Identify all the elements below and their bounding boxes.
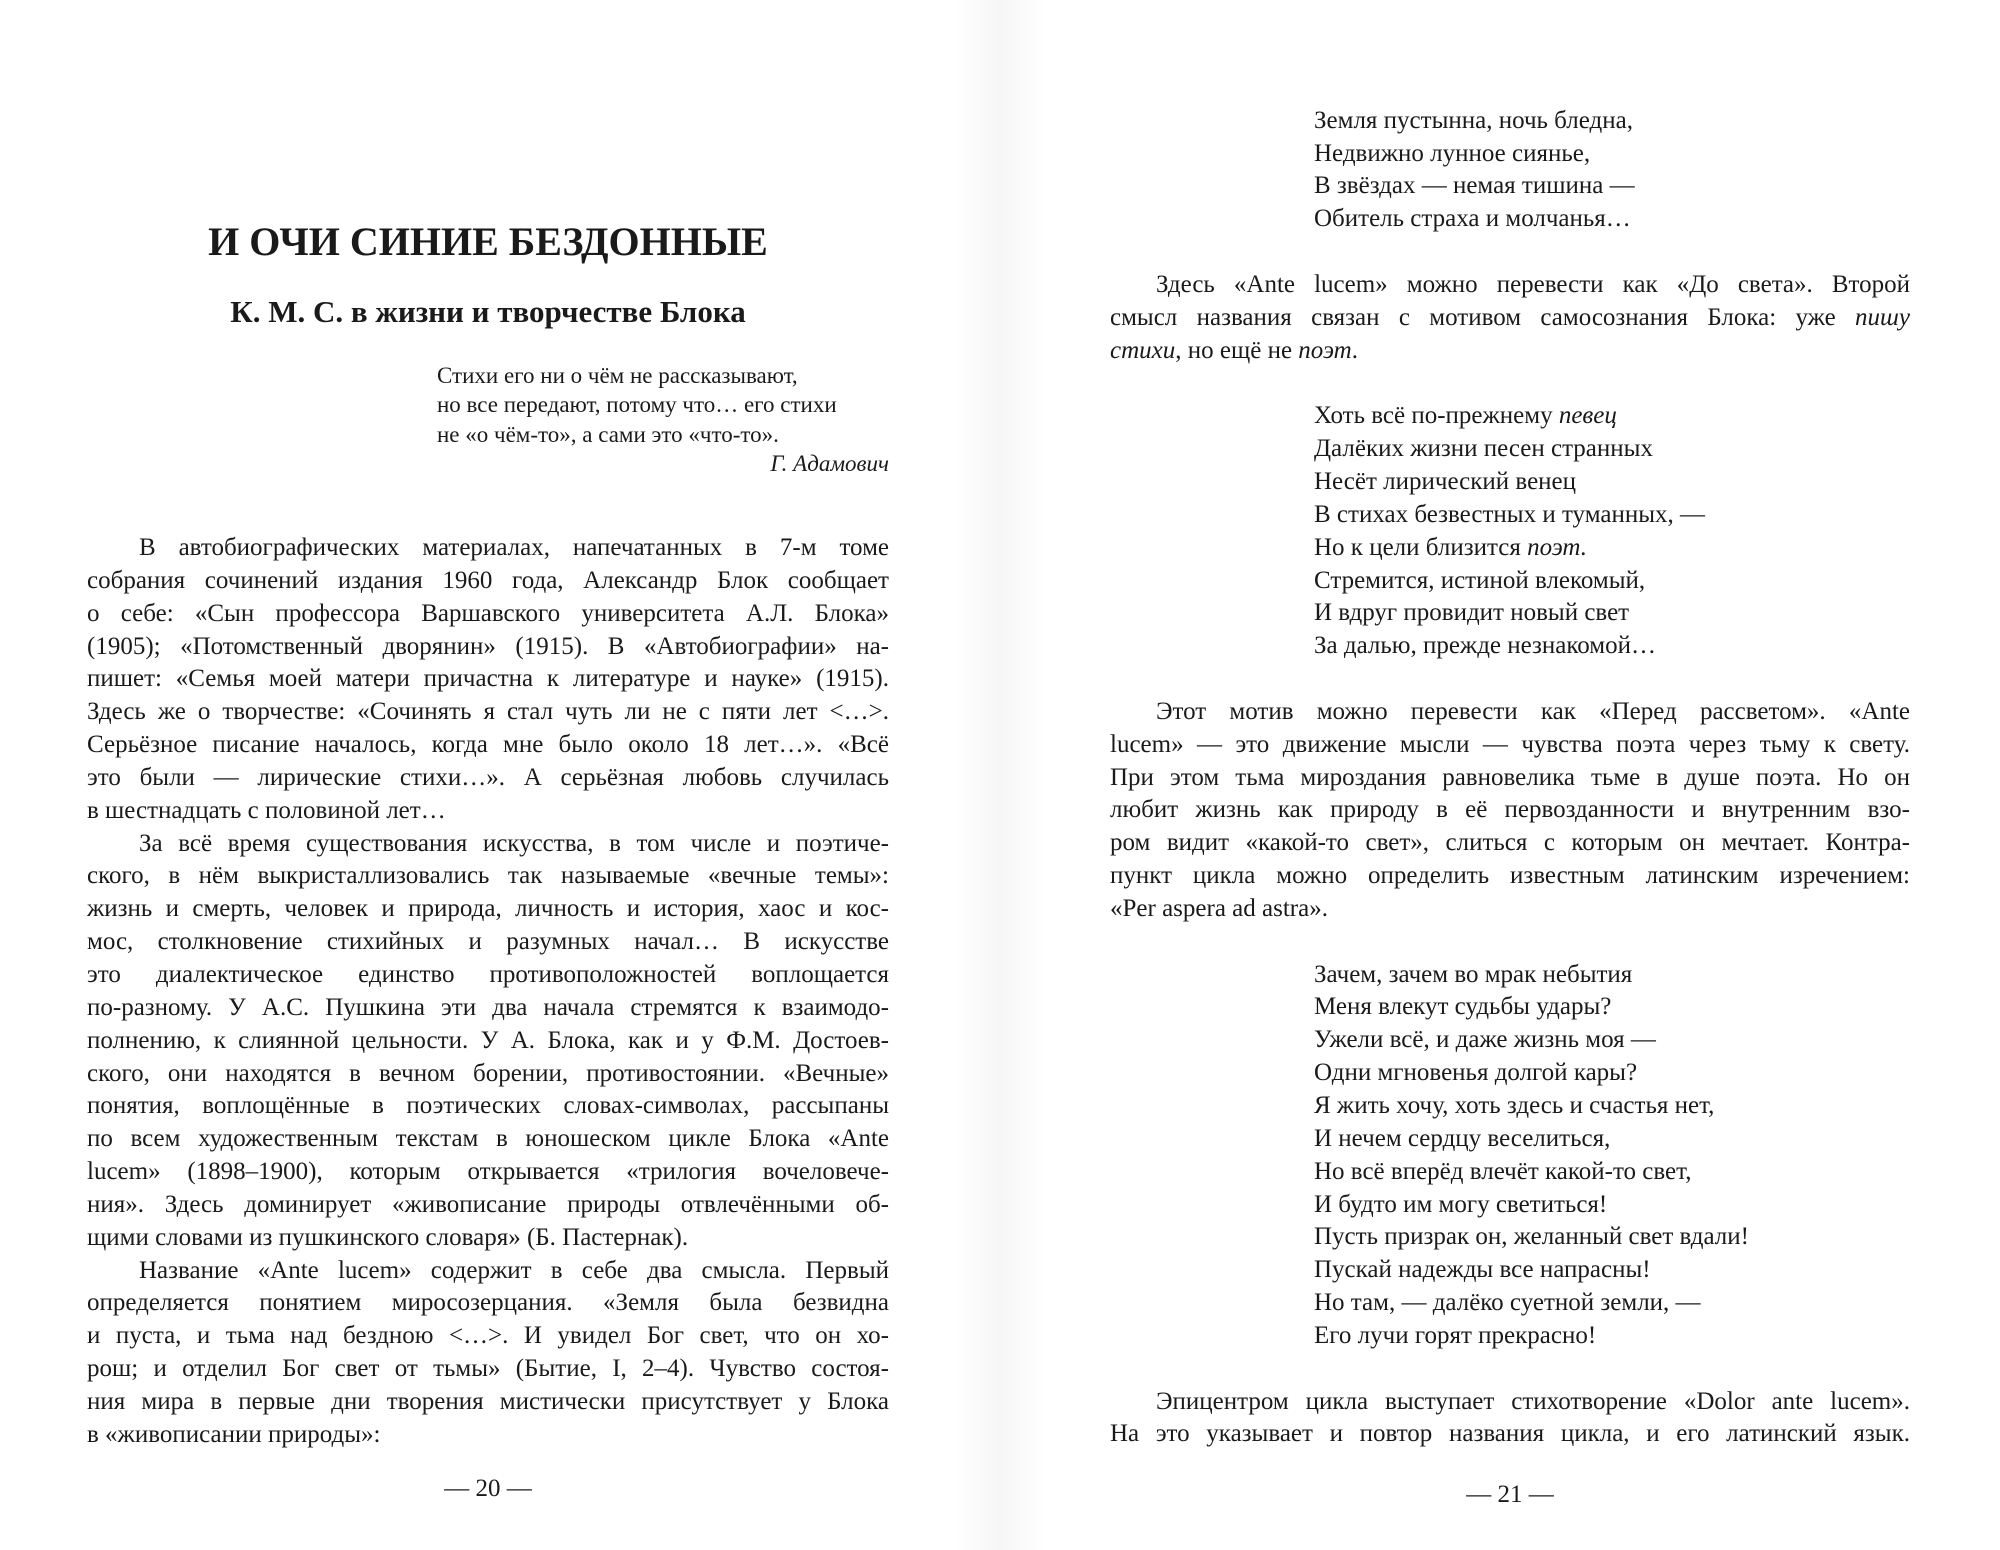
body-text-line: За всё время существования искусства, в том числе и поэтиче- [139, 829, 889, 857]
paragraph [1110, 696, 1910, 926]
paragraph [87, 1255, 889, 1452]
body-text-line: (1905); «Потомственный дворянин» (1915). В «Автобиографии» на- [87, 632, 889, 660]
poem-line: Его лучи горят прекрасно! [1314, 1321, 1597, 1349]
body-text-line: На это указывает и повтор названия цикла, и его латинский язык. [1110, 1420, 1910, 1448]
text-segment: Хоть всё по-прежнему [1314, 402, 1559, 430]
text-segment: , но ещё не [1175, 336, 1299, 364]
text-segment: Но к цели близится [1314, 533, 1528, 561]
body-text-line: определяется понятием миросозерцания. «Земля была безвидна [87, 1289, 889, 1317]
body-text-line: понятия, воплощённые в поэтических словах-символах, рассыпаны [87, 1092, 889, 1120]
epigraph [437, 361, 889, 479]
poem [1110, 105, 1910, 236]
body-text-line: любит жизнь как природу в её первозданности и внутренним взо- [1110, 796, 1910, 824]
body-text-line: Эпицентром цикла выступает стихотворение «Dolor ante lucem». [1156, 1387, 1910, 1415]
body-text-line [1110, 302, 1910, 335]
body-text-line: Здесь же о творчестве: «Сочинять я стал чуть ли не с пяти лет <…>. [87, 698, 889, 726]
body-text-line: пишет: «Семья моей матери причастна к литературе и науке» (1915). [87, 665, 889, 693]
text-segment: смысл названия связан с мотивом самосознания Блока: уже [1110, 303, 1856, 331]
poem-line: Далёких жизни песен странных [1314, 435, 1653, 463]
epigraph-line: но все передают, потому что… его стихи [437, 392, 837, 418]
poem-line: Обитель страха и молчанья… [1314, 205, 1631, 233]
poem-line: Пускай надежды все напрасны! [1314, 1256, 1651, 1284]
epigraph-author: Г. Адамович [770, 451, 889, 477]
paragraph [1110, 269, 1910, 368]
poem-line [1110, 400, 1910, 433]
body-text-line: ского, они находятся в вечном борении, противостоянии. «Вечные» [87, 1059, 889, 1087]
poem-line: И вдруг провидит новый свет [1314, 599, 1630, 627]
body-text-line: в «живописании природы»: [87, 1420, 381, 1448]
body-text-line [1110, 335, 1910, 368]
poem-line: Зачем, зачем во мрак небытия [1314, 960, 1633, 988]
italic-word: поэт. [1527, 533, 1588, 561]
epigraph-line: Стихи его ни о чём не рассказывают, [437, 363, 798, 388]
body-text-line: пункт цикла можно определить известным латинским изречением: [1110, 862, 1910, 890]
body-text-line: это были — лирические стихи…». А серьёзная любовь случилась [87, 763, 889, 791]
paragraph [1110, 1386, 1910, 1452]
right-page-body [1110, 105, 1910, 1452]
italic-word: певец [1558, 402, 1617, 430]
page-number-right: — 21 — [1466, 1481, 1554, 1508]
body-text-line: жизнь и смерть, человек и природа, личность и история, хаос и кос- [87, 895, 889, 923]
body-text-line: и пуста, и тьма над бездною <…>. И увидел Бог свет, что он хо- [87, 1322, 889, 1350]
poem-line: Но всё вперёд влечёт какой-то свет, [1314, 1157, 1692, 1185]
poem-line: И нечем сердцу веселиться, [1314, 1124, 1611, 1152]
body-text-line: Название «Ante lucem» содержит в себе два смысла. Первый [139, 1256, 889, 1284]
italic-word: поэт [1298, 336, 1352, 364]
paragraph [87, 532, 889, 828]
poem-line: За далью, прежде незнакомой… [1314, 632, 1657, 660]
poem-line: В стихах безвестных и туманных, — [1314, 500, 1706, 528]
body-text-line: щими словами из пушкинского словаря» (Б. Пастернак). [87, 1223, 689, 1251]
body-text-line: ния». Здесь доминирует «живописание природы отвлечёнными об- [87, 1190, 889, 1218]
body-text-line: рош; и отделил Бог свет от тьмы» (Бытие, I, 2–4). Чувство состоя- [87, 1355, 889, 1383]
poem-line: Несёт лирический венец [1314, 467, 1577, 495]
paragraph [87, 828, 889, 1255]
poem-line: Одни мгновенья долгой кары? [1314, 1059, 1638, 1087]
body-text-line: по-разному. У А.С. Пушкина эти два начала стремятся к взаимодо- [87, 993, 889, 1021]
body-text-line: Здесь «Ante lucem» можно перевести как «До света». Второй [1156, 270, 1910, 298]
poem-line: И будто им могу светиться! [1314, 1190, 1608, 1218]
body-text-line: ром видит «какой-то свет», слиться с которым он мечтает. Контра- [1110, 829, 1910, 857]
poem-line [1110, 532, 1910, 565]
body-text-line: полнению, к слиянной цельности. У А. Блока, как и у Ф.М. Достоев- [87, 1026, 889, 1054]
poem [1110, 400, 1910, 663]
body-text-line: lucem» — это движение мысли — чувства поэта через тьму к свету. [1110, 730, 1910, 758]
body-text-line: в шестнадцать с половиной лет… [87, 796, 446, 824]
poem [1110, 959, 1910, 1353]
poem-line: Стремится, истиной влекомый, [1314, 566, 1646, 594]
body-text-line: «Per aspera ad astra». [1110, 894, 1328, 922]
body-text-line: В автобиографических материалах, напечатанных в 7-м томе [139, 534, 889, 561]
left-page-body [87, 532, 889, 1452]
italic-word: пишу [1855, 303, 1910, 331]
chapter-title: И ОЧИ СИНИЕ БЕЗДОННЫЕ [208, 219, 768, 264]
chapter-subtitle: К. М. С. в жизни и творчестве Блока [230, 294, 746, 329]
book-gutter-shadow [955, 0, 1045, 1550]
poem-line: Ужели всё, и даже жизнь моя — [1314, 1026, 1656, 1054]
body-text-line: по всем художественным текстам в юношеском цикле Блока «Ante [87, 1125, 889, 1153]
poem-line: Недвижно лунное сиянье, [1314, 139, 1591, 167]
body-text-line: Серьёзное писание началось, когда мне было около 18 лет…». «Всё [87, 731, 889, 759]
body-text-line: ния мира в первые дни творения мистически присутствует у Блока [87, 1387, 889, 1415]
poem-line: Пусть призрак он, желанный свет вдали! [1314, 1223, 1749, 1251]
poem-line: Меня влекут судьбы удары? [1314, 993, 1612, 1021]
text-segment: . [1351, 336, 1358, 364]
body-text-line: о себе: «Сын профессора Варшавского университета А.Л. Блока» [87, 599, 889, 627]
body-text-line: это диалектическое единство противоположностей воплощается [87, 960, 889, 988]
body-text-line: lucem» (1898–1900), которым открывается «трилогия вочеловече- [87, 1158, 889, 1186]
italic-word: стихи [1110, 336, 1176, 364]
poem-line: Но там, — далёко суетной земли, — [1314, 1289, 1701, 1317]
poem-line: Земля пустынна, ночь бледна, [1314, 106, 1633, 134]
body-text-line: мос, столкновение стихийных и разумных начал… В искусстве [87, 928, 889, 956]
body-text-line: собрания сочинений издания 1960 года, Александр Блок сообщает [87, 566, 889, 594]
poem-line: В звёздах — немая тишина — [1314, 172, 1635, 200]
epigraph-line: не «о чём-то», а сами это «что-то». [437, 421, 779, 447]
body-text-line: Этот мотив можно перевести как «Перед рассветом». «Ante [1156, 697, 1910, 725]
body-text-line: При этом тьма мироздания равновелика тьме в душе поэта. Но он [1110, 763, 1910, 791]
body-text-line: ского, в нём выкристаллизовались так называемые «вечные темы»: [87, 862, 889, 890]
page-number-left: — 20 — [444, 1475, 532, 1502]
poem-line: Я жить хочу, хоть здесь и счастья нет, [1314, 1092, 1715, 1119]
